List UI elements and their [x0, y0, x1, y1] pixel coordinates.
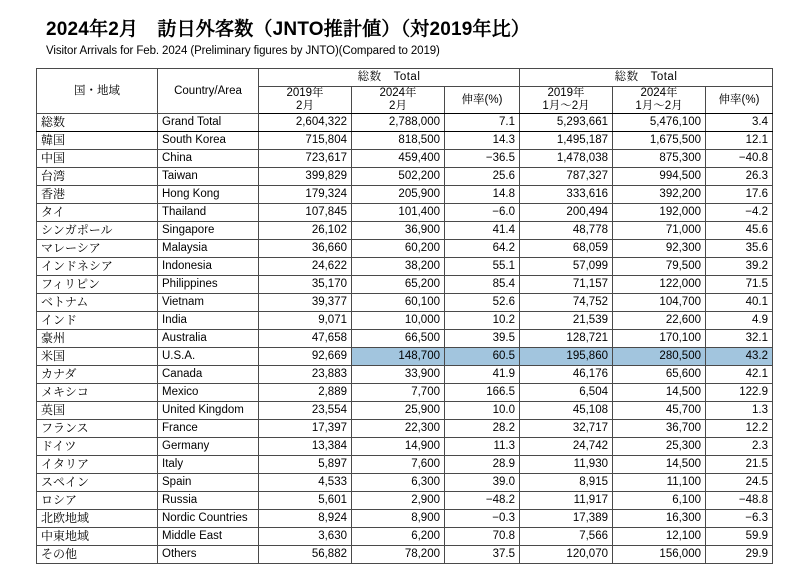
- cell-cum-2019: 120,070: [520, 546, 613, 564]
- cell-cum-2019: 787,327: [520, 168, 613, 186]
- cell-country-ja: 中東地域: [37, 528, 158, 546]
- cell-rate-monthly: 60.5: [445, 348, 520, 366]
- visitor-arrivals-table: [36, 68, 773, 564]
- cell-feb-2019: 17,397: [259, 420, 352, 438]
- cell-rate-cumulative: 12.1: [706, 132, 773, 150]
- cell-rate-monthly: 41.9: [445, 366, 520, 384]
- cell-rate-cumulative: 17.6: [706, 186, 773, 204]
- cell-feb-2019: 13,384: [259, 438, 352, 456]
- table-row[interactable]: [37, 528, 773, 546]
- cell-rate-monthly: 10.0: [445, 402, 520, 420]
- cell-country-ja: 英国: [37, 402, 158, 420]
- page-title-english: Visitor Arrivals for Feb. 2024 (Preliminary figures by JNTO)(Compared to 2019): [46, 45, 440, 57]
- table-row[interactable]: [37, 384, 773, 402]
- cell-cum-2019: 7,566: [520, 528, 613, 546]
- cell-country-ja: タイ: [37, 204, 158, 222]
- cell-feb-2024: 101,400: [352, 204, 445, 222]
- cell-rate-monthly: −48.2: [445, 492, 520, 510]
- cell-country-ja: ロシア: [37, 492, 158, 510]
- cell-rate-cumulative: 29.9: [706, 546, 773, 564]
- cell-feb-2019: 715,804: [259, 132, 352, 150]
- cell-feb-2019: 2,604,322: [259, 114, 352, 132]
- table-row[interactable]: [37, 312, 773, 330]
- cell-cum-2019: 71,157: [520, 276, 613, 294]
- cell-cum-2019: 1,478,038: [520, 150, 613, 168]
- cell-rate-cumulative: 43.2: [706, 348, 773, 366]
- cell-rate-cumulative: 2.3: [706, 438, 773, 456]
- cell-country-en: Vietnam: [158, 294, 259, 312]
- cell-cum-2019: 17,389: [520, 510, 613, 528]
- cell-feb-2024: 60,200: [352, 240, 445, 258]
- cell-country-en: Singapore: [158, 222, 259, 240]
- cell-feb-2019: 8,924: [259, 510, 352, 528]
- cell-cum-2019: 200,494: [520, 204, 613, 222]
- cell-country-ja: その他: [37, 546, 158, 564]
- cell-country-en: India: [158, 312, 259, 330]
- cell-country-en: Nordic Countries: [158, 510, 259, 528]
- cell-country-en: Mexico: [158, 384, 259, 402]
- cell-rate-cumulative: 71.5: [706, 276, 773, 294]
- cell-cum-2019: 68,059: [520, 240, 613, 258]
- table-row[interactable]: [37, 402, 773, 420]
- cell-rate-monthly: 39.0: [445, 474, 520, 492]
- cell-feb-2019: 9,071: [259, 312, 352, 330]
- table-row[interactable]: [37, 348, 773, 366]
- cell-country-en: Hong Kong: [158, 186, 259, 204]
- cell-country-ja: スペイン: [37, 474, 158, 492]
- table-row[interactable]: [37, 474, 773, 492]
- header-cum-2019: [520, 87, 613, 114]
- cell-country-ja: 総数: [37, 114, 158, 132]
- cell-cum-2019: 57,099: [520, 258, 613, 276]
- cell-cum-2019: 1,495,187: [520, 132, 613, 150]
- cell-feb-2024: 8,900: [352, 510, 445, 528]
- cell-rate-cumulative: 45.6: [706, 222, 773, 240]
- cell-cum-2024: 392,200: [613, 186, 706, 204]
- cell-cum-2019: 74,752: [520, 294, 613, 312]
- cell-country-ja: 韓国: [37, 132, 158, 150]
- cell-feb-2019: 723,617: [259, 150, 352, 168]
- cell-rate-cumulative: −6.3: [706, 510, 773, 528]
- cell-country-en: Thailand: [158, 204, 259, 222]
- cell-country-en: Germany: [158, 438, 259, 456]
- cell-rate-cumulative: 4.9: [706, 312, 773, 330]
- cell-feb-2019: 56,882: [259, 546, 352, 564]
- cell-country-ja: ベトナム: [37, 294, 158, 312]
- cell-feb-2019: 24,622: [259, 258, 352, 276]
- table-row[interactable]: [37, 204, 773, 222]
- cell-country-en: Taiwan: [158, 168, 259, 186]
- cell-cum-2024: 36,700: [613, 420, 706, 438]
- table-row[interactable]: [37, 294, 773, 312]
- cell-country-en: South Korea: [158, 132, 259, 150]
- cell-feb-2024: 2,788,000: [352, 114, 445, 132]
- cell-feb-2019: 5,897: [259, 456, 352, 474]
- cell-rate-monthly: 28.2: [445, 420, 520, 438]
- header-row-groups: [37, 69, 773, 87]
- cell-country-en: Middle East: [158, 528, 259, 546]
- cell-cum-2024: 5,476,100: [613, 114, 706, 132]
- cell-cum-2019: 6,504: [520, 384, 613, 402]
- cell-rate-cumulative: 40.1: [706, 294, 773, 312]
- header-cum-2019-range: 1月～2月: [542, 100, 590, 112]
- cell-feb-2024: 818,500: [352, 132, 445, 150]
- cell-feb-2024: 7,700: [352, 384, 445, 402]
- table-row[interactable]: [37, 132, 773, 150]
- cell-rate-monthly: 14.8: [445, 186, 520, 204]
- cell-feb-2024: 6,300: [352, 474, 445, 492]
- cell-cum-2019: 24,742: [520, 438, 613, 456]
- cell-feb-2024: 33,900: [352, 366, 445, 384]
- cell-feb-2019: 179,324: [259, 186, 352, 204]
- cell-cum-2019: 32,717: [520, 420, 613, 438]
- cell-rate-cumulative: −40.8: [706, 150, 773, 168]
- cell-cum-2024: 45,700: [613, 402, 706, 420]
- cell-feb-2024: 66,500: [352, 330, 445, 348]
- cell-cum-2019: 8,915: [520, 474, 613, 492]
- cell-rate-cumulative: 59.9: [706, 528, 773, 546]
- cell-rate-cumulative: −48.8: [706, 492, 773, 510]
- cell-feb-2024: 2,900: [352, 492, 445, 510]
- header-cum-2024-range: 1月～2月: [635, 100, 683, 112]
- cell-country-ja: 豪州: [37, 330, 158, 348]
- header-rate-monthly: 伸率(%): [445, 87, 520, 114]
- cell-feb-2024: 60,100: [352, 294, 445, 312]
- cell-rate-monthly: 70.8: [445, 528, 520, 546]
- cell-feb-2019: 2,889: [259, 384, 352, 402]
- cell-cum-2024: 192,000: [613, 204, 706, 222]
- header-rate-cumulative: 伸率(%): [706, 87, 773, 114]
- table-row[interactable]: [37, 276, 773, 294]
- cell-country-en: France: [158, 420, 259, 438]
- cell-country-ja: イタリア: [37, 456, 158, 474]
- visitor-arrivals-table-container: [36, 68, 772, 564]
- cell-rate-cumulative: 122.9: [706, 384, 773, 402]
- header-feb-2019: [259, 87, 352, 114]
- cell-feb-2024: 14,900: [352, 438, 445, 456]
- cell-feb-2024: 459,400: [352, 150, 445, 168]
- cell-country-en: Philippines: [158, 276, 259, 294]
- table-body: [37, 114, 773, 564]
- cell-cum-2019: 46,176: [520, 366, 613, 384]
- cell-country-en: Spain: [158, 474, 259, 492]
- cell-rate-monthly: 7.1: [445, 114, 520, 132]
- cell-feb-2024: 6,200: [352, 528, 445, 546]
- cell-cum-2019: 195,860: [520, 348, 613, 366]
- table-row[interactable]: [37, 186, 773, 204]
- cell-feb-2024: 148,700: [352, 348, 445, 366]
- cell-country-ja: メキシコ: [37, 384, 158, 402]
- cell-country-ja: フランス: [37, 420, 158, 438]
- cell-feb-2019: 4,533: [259, 474, 352, 492]
- cell-rate-monthly: 85.4: [445, 276, 520, 294]
- table-row[interactable]: [37, 258, 773, 276]
- table-row[interactable]: [37, 546, 773, 564]
- cell-cum-2024: 16,300: [613, 510, 706, 528]
- cell-country-en: Malaysia: [158, 240, 259, 258]
- cell-rate-monthly: 39.5: [445, 330, 520, 348]
- cell-country-ja: シンガポール: [37, 222, 158, 240]
- table-row[interactable]: [37, 114, 773, 132]
- cell-feb-2019: 92,669: [259, 348, 352, 366]
- table-row[interactable]: [37, 168, 773, 186]
- table-header: [37, 69, 773, 114]
- cell-feb-2019: 23,883: [259, 366, 352, 384]
- cell-country-en: Russia: [158, 492, 259, 510]
- cell-cum-2024: 1,675,500: [613, 132, 706, 150]
- cell-rate-cumulative: 3.4: [706, 114, 773, 132]
- cell-rate-monthly: 14.3: [445, 132, 520, 150]
- table-row[interactable]: [37, 420, 773, 438]
- header-group-monthly: 総数 Total: [259, 69, 520, 87]
- cell-cum-2024: 65,600: [613, 366, 706, 384]
- cell-feb-2024: 25,900: [352, 402, 445, 420]
- cell-rate-monthly: −0.3: [445, 510, 520, 528]
- header-feb-2024: [352, 87, 445, 114]
- table-row[interactable]: [37, 366, 773, 384]
- cell-rate-monthly: 55.1: [445, 258, 520, 276]
- cell-cum-2024: 122,000: [613, 276, 706, 294]
- cell-cum-2019: 333,616: [520, 186, 613, 204]
- cell-rate-monthly: −36.5: [445, 150, 520, 168]
- cell-feb-2024: 7,600: [352, 456, 445, 474]
- cell-cum-2024: 104,700: [613, 294, 706, 312]
- cell-feb-2019: 39,377: [259, 294, 352, 312]
- cell-rate-monthly: 52.6: [445, 294, 520, 312]
- table-row[interactable]: [37, 222, 773, 240]
- header-feb-2024-month: 2月: [389, 100, 407, 112]
- cell-country-ja: マレーシア: [37, 240, 158, 258]
- cell-country-ja: 中国: [37, 150, 158, 168]
- cell-cum-2024: 12,100: [613, 528, 706, 546]
- cell-feb-2019: 23,554: [259, 402, 352, 420]
- cell-cum-2019: 11,917: [520, 492, 613, 510]
- cell-rate-monthly: 64.2: [445, 240, 520, 258]
- cell-rate-cumulative: 21.5: [706, 456, 773, 474]
- cell-cum-2024: 22,600: [613, 312, 706, 330]
- cell-feb-2024: 10,000: [352, 312, 445, 330]
- cell-feb-2019: 107,845: [259, 204, 352, 222]
- header-cum-2024: [613, 87, 706, 114]
- cell-cum-2024: 14,500: [613, 384, 706, 402]
- cell-feb-2019: 5,601: [259, 492, 352, 510]
- cell-rate-cumulative: 24.5: [706, 474, 773, 492]
- header-country-ja: 国・地域: [37, 69, 158, 114]
- cell-feb-2019: 399,829: [259, 168, 352, 186]
- cell-cum-2024: 92,300: [613, 240, 706, 258]
- cell-rate-monthly: 28.9: [445, 456, 520, 474]
- cell-country-en: United Kingdom: [158, 402, 259, 420]
- cell-country-ja: 米国: [37, 348, 158, 366]
- cell-rate-monthly: 166.5: [445, 384, 520, 402]
- cell-rate-monthly: 37.5: [445, 546, 520, 564]
- cell-rate-cumulative: 35.6: [706, 240, 773, 258]
- cell-country-en: Grand Total: [158, 114, 259, 132]
- cell-feb-2019: 47,658: [259, 330, 352, 348]
- cell-feb-2024: 38,200: [352, 258, 445, 276]
- cell-feb-2019: 36,660: [259, 240, 352, 258]
- cell-feb-2024: 36,900: [352, 222, 445, 240]
- cell-cum-2024: 11,100: [613, 474, 706, 492]
- cell-country-en: Canada: [158, 366, 259, 384]
- table-row[interactable]: [37, 510, 773, 528]
- cell-feb-2024: 502,200: [352, 168, 445, 186]
- cell-cum-2024: 994,500: [613, 168, 706, 186]
- table-row[interactable]: [37, 438, 773, 456]
- table-row[interactable]: [37, 492, 773, 510]
- table-row[interactable]: [37, 240, 773, 258]
- cell-feb-2024: 22,300: [352, 420, 445, 438]
- cell-cum-2019: 5,293,661: [520, 114, 613, 132]
- header-feb-2019-month: 2月: [296, 100, 314, 112]
- cell-cum-2019: 48,778: [520, 222, 613, 240]
- cell-rate-monthly: −6.0: [445, 204, 520, 222]
- cell-cum-2024: 71,000: [613, 222, 706, 240]
- cell-cum-2024: 25,300: [613, 438, 706, 456]
- cell-feb-2024: 78,200: [352, 546, 445, 564]
- cell-rate-cumulative: 12.2: [706, 420, 773, 438]
- cell-country-en: U.S.A.: [158, 348, 259, 366]
- cell-feb-2024: 65,200: [352, 276, 445, 294]
- cell-feb-2019: 3,630: [259, 528, 352, 546]
- cell-cum-2019: 128,721: [520, 330, 613, 348]
- cell-country-ja: 北欧地域: [37, 510, 158, 528]
- title-block: [46, 18, 530, 59]
- cell-country-ja: フィリピン: [37, 276, 158, 294]
- cell-country-en: Italy: [158, 456, 259, 474]
- cell-cum-2019: 21,539: [520, 312, 613, 330]
- cell-rate-cumulative: 42.1: [706, 366, 773, 384]
- header-group-cumulative: 総数 Total: [520, 69, 773, 87]
- header-feb-2024-year: 2024年: [379, 87, 417, 99]
- cell-country-ja: カナダ: [37, 366, 158, 384]
- cell-cum-2024: 6,100: [613, 492, 706, 510]
- cell-cum-2019: 45,108: [520, 402, 613, 420]
- cell-country-en: Australia: [158, 330, 259, 348]
- cell-rate-cumulative: 26.3: [706, 168, 773, 186]
- cell-feb-2019: 26,102: [259, 222, 352, 240]
- table-row[interactable]: [37, 150, 773, 168]
- cell-cum-2024: 156,000: [613, 546, 706, 564]
- cell-cum-2024: 280,500: [613, 348, 706, 366]
- cell-country-en: Others: [158, 546, 259, 564]
- cell-rate-monthly: 41.4: [445, 222, 520, 240]
- cell-country-en: Indonesia: [158, 258, 259, 276]
- header-cum-2024-year: 2024年: [640, 87, 678, 99]
- header-country-en: Country/Area: [158, 69, 259, 114]
- cell-cum-2024: 79,500: [613, 258, 706, 276]
- cell-feb-2019: 35,170: [259, 276, 352, 294]
- table-row[interactable]: [37, 456, 773, 474]
- cell-cum-2024: 875,300: [613, 150, 706, 168]
- cell-rate-monthly: 25.6: [445, 168, 520, 186]
- cell-country-en: China: [158, 150, 259, 168]
- cell-cum-2019: 11,930: [520, 456, 613, 474]
- cell-rate-monthly: 11.3: [445, 438, 520, 456]
- cell-cum-2024: 170,100: [613, 330, 706, 348]
- cell-rate-cumulative: −4.2: [706, 204, 773, 222]
- cell-rate-cumulative: 1.3: [706, 402, 773, 420]
- cell-cum-2024: 14,500: [613, 456, 706, 474]
- page-title-japanese: 2024年2月 訪日外客数（JNTO推計値）（対2019年比）: [46, 19, 531, 40]
- cell-country-ja: ドイツ: [37, 438, 158, 456]
- table-row[interactable]: [37, 330, 773, 348]
- header-feb-2019-year: 2019年: [286, 87, 324, 99]
- cell-rate-cumulative: 32.1: [706, 330, 773, 348]
- cell-country-ja: インドネシア: [37, 258, 158, 276]
- cell-country-ja: インド: [37, 312, 158, 330]
- cell-country-ja: 台湾: [37, 168, 158, 186]
- cell-rate-cumulative: 39.2: [706, 258, 773, 276]
- header-cum-2019-year: 2019年: [547, 87, 585, 99]
- cell-feb-2024: 205,900: [352, 186, 445, 204]
- cell-country-ja: 香港: [37, 186, 158, 204]
- cell-rate-monthly: 10.2: [445, 312, 520, 330]
